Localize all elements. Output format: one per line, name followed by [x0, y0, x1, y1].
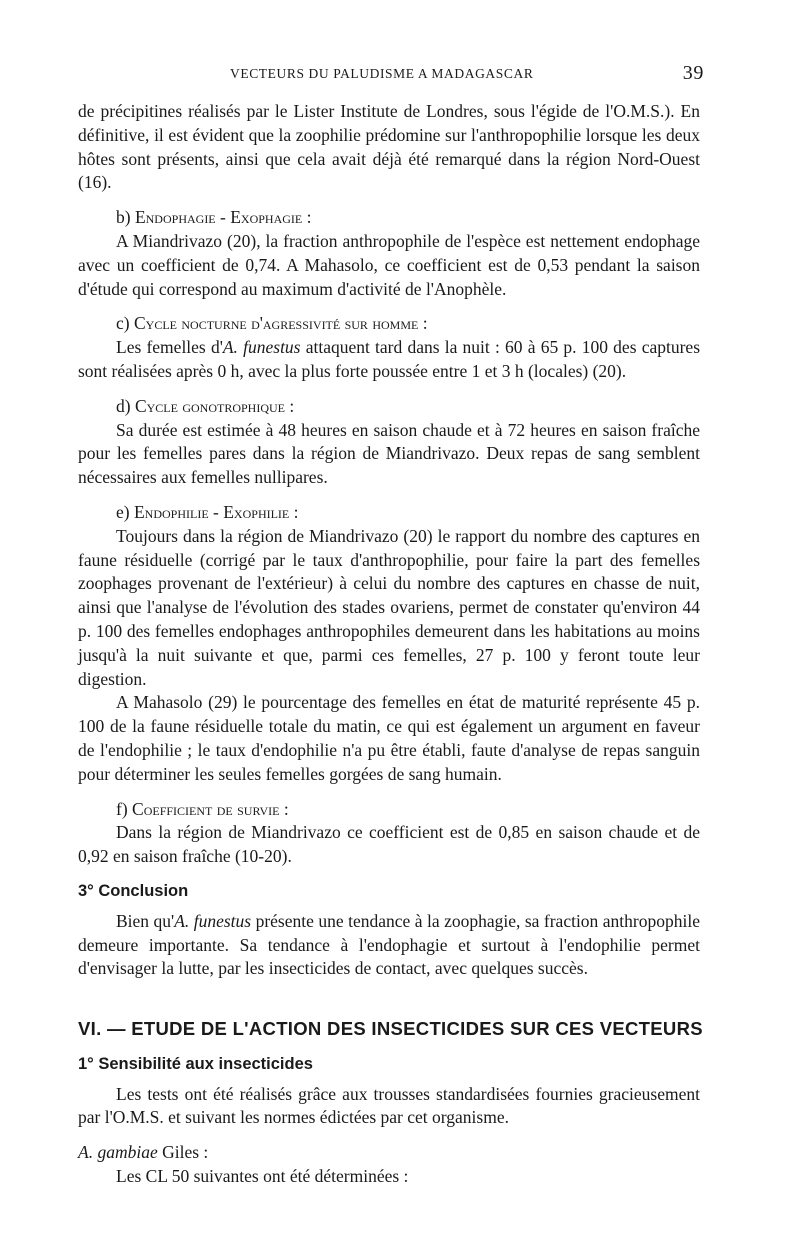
- species-name: A. funestus: [174, 910, 252, 931]
- running-title: VECTEURS DU PALUDISME A MADAGASCAR: [230, 66, 534, 81]
- paragraph-endophagie: A Miandrivazo (20), la fraction anthropophile de l'espèce est nettement endophage avec un coefficient de 0,74. A Mahasolo, ce coefficient est de 0,53 pendant la saison d'étude qui correspond au maximum d'activité de l'Anophèle.: [78, 230, 700, 299]
- paragraph-cycle-nocturne: Les femelles d'A. funestus attaquent tard dans la nuit : 60 à 65 p. 100 des captures sont réalisées après 0 h, avec la plus forte poussée entre 1 et 3 h (locales) (20).: [78, 337, 701, 381]
- running-header: [78, 62, 704, 86]
- paragraph-conclusion: Bien qu'A. funestus présente une tendance à la zoophagie, sa fraction anthropophile demeure importante. Sa tendance à l'endophagie et surtout à l'endophilie permet d'envisager la lutte, par les insecticides de contact, avec quelques succès.: [78, 910, 700, 979]
- heading-endophagie: b) Endophagie - Exophagie :: [116, 207, 312, 228]
- section-heading-vi: VI. — ETUDE DE L'ACTION DES INSECTICIDES SUR CES VECTEURS: [78, 1018, 703, 1040]
- heading-endophilie: e) Endophilie - Exophilie :: [116, 501, 299, 522]
- paragraph-coefficient-survie: Dans la région de Miandrivazo ce coefficient est de 0,85 en saison chaude et de 0,92 en saison fraîche (10-20).: [78, 822, 700, 867]
- heading-coefficient-survie: f) Coefficient de survie :: [116, 798, 289, 819]
- heading-conclusion: 3° Conclusion: [78, 881, 189, 900]
- paragraph-cycle-gonotrophique: Sa durée est estimée à 48 heures en saison chaude et à 72 heures en saison fraîche pour les femelles pares dans la région de Miandrivazo. Deux repas de sang semblent nécessaires aux femelles nullipares.: [78, 419, 700, 488]
- paragraph-cl50: Les CL 50 suivantes ont été déterminées :: [116, 1166, 409, 1187]
- page-number: 39: [682, 62, 704, 84]
- heading-sensibilite: 1° Sensibilité aux insecticides: [78, 1054, 313, 1073]
- page-body: [78, 100, 703, 1189]
- heading-cycle-nocturne: c) Cycle nocturne d'agressivité sur homme :: [116, 313, 428, 334]
- paragraph-tests: Les tests ont été réalisés grâce aux trousses standardisées fournies gracieusement par l'O.M.S. et suivant les normes édictées par cet organisme.: [78, 1083, 700, 1128]
- paragraph-endophilie-1: Toujours dans la région de Miandrivazo (20) le rapport du nombre des captures en faune résiduelle (corrigé par le taux d'anthropophilie, pour faire la part des femelles zoophages provenant de l'extérieur) à celui du nombre des captures en chasse de nuit, ainsi que l'analyse de l'évolution des stades ovariens, permet de constater qu'environ 44 p. 100 des femelles endophages anthropophiles demeurent dans les habitations au moins jusqu'à la nuit suivante et que, parmi ces femelles, 27 p. 100 y feront toute leur digestion.: [78, 525, 700, 689]
- species-heading-gambiae: A. gambiae Giles :: [78, 1142, 209, 1163]
- species-name: A. funestus: [222, 337, 301, 358]
- paragraph-endophilie-2: A Mahasolo (29) le pourcentage des femelles en état de maturité représente 45 p. 100 de la faune résiduelle totale du matin, ce qui est également un argument en faveur de l'endophilie ; le taux d'endophilie n'a pu être établi, faute d'analyse de repas sanguin pour déterminer les seules femelles gorgées de sang humain.: [78, 692, 700, 784]
- heading-cycle-gonotrophique: d) Cycle gonotrophique :: [116, 395, 295, 416]
- paragraph-zoophilie: de précipitines réalisés par le Lister Institute de Londres, sous l'égide de l'O.M.S.). En définitive, il est évident que la zoophilie prédomine sur l'anthropophilie lorsque les deux hôtes sont présents, ainsi que cela avait déjà été remarqué dans la région Nord-Ouest (16).: [78, 101, 700, 193]
